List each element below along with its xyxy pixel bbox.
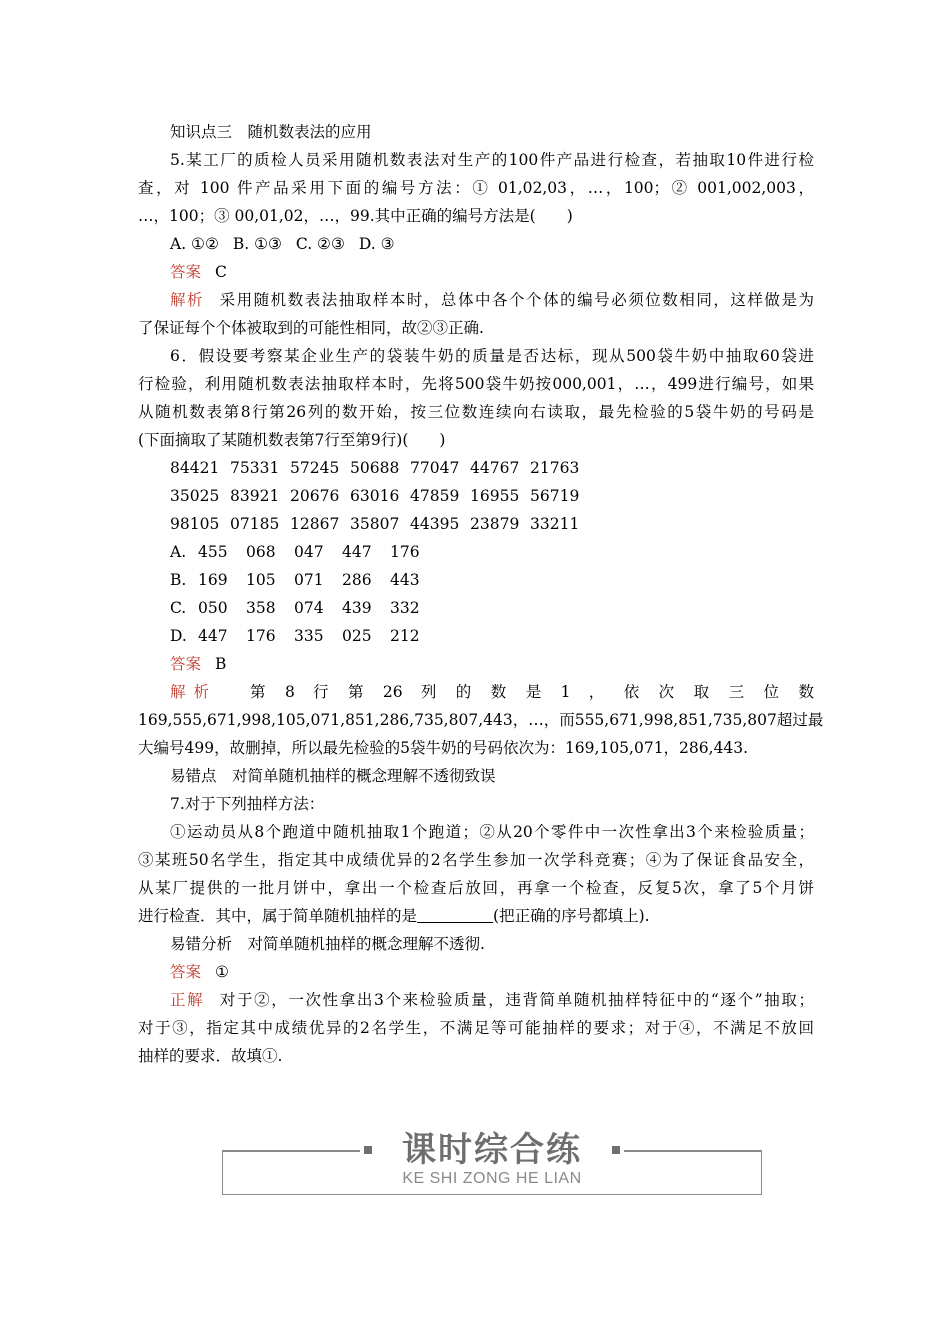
table-cell: 35025 [170,487,220,505]
q5-options [170,230,814,258]
answer-label: 答案 [170,963,202,981]
q7-solution-line-2: 对于③，指定其中成绩优异的2名学生，不满足等可能抽样的要求；对于④，不满足不放回 [138,1019,814,1037]
option-letter: C. [170,599,187,617]
banner-rule-right [624,1150,762,1152]
option-num: 074 [294,599,324,617]
q6-option-a [170,538,814,566]
table-cell: 44767 [470,459,520,477]
table-cell: 50688 [350,459,400,477]
option-num: 286 [342,571,372,589]
q6-line-3: 从随机数表第8行第26列的数开始，按三位数连续向右读取，最先检验的5袋牛奶的号码是 [138,403,814,421]
analysis-text: 采用随机数表法抽取样本时，总体中各个个体的编号必须位数相同，这样做是为 [218,291,814,309]
table-cell: 57245 [290,459,340,477]
table-cell: 21763 [530,459,580,477]
analysis-label: 解析 [170,291,205,309]
option-num: 447 [198,627,228,645]
answer-label: 答案 [170,263,202,281]
random-table-row-8 [170,482,814,510]
error-point-heading: 易错点 对简单随机抽样的概念理解不透彻致误 [170,767,496,785]
option-letter: B. [170,571,187,589]
table-cell: 16955 [470,487,520,505]
q5-line-2: 查，对 100 件产品采用下面的编号方法：① 01,02,03，…，100；② 001,002,003， [138,179,814,197]
table-cell: 20676 [290,487,340,505]
table-cell: 63016 [350,487,400,505]
q7-line-1: 7.对于下列抽样方法： [170,795,325,813]
option-num: 071 [294,571,324,589]
solution-label: 正解 [170,991,205,1009]
table-cell: 84421 [170,459,220,477]
table-cell: 07185 [230,515,280,533]
table-cell: 98105 [170,515,220,533]
random-table-row-9 [170,510,814,538]
q6-line-2: 行检验，利用随机数表法抽取样本时，先将500袋牛奶按000,001，…，499进行编号，如果 [138,375,814,393]
q5-option-b: B. ①③ [232,235,282,253]
option-num: 025 [342,627,372,645]
q6-analysis [170,678,814,706]
option-num: 335 [294,627,324,645]
table-cell: 44395 [410,515,460,533]
option-num: 176 [390,543,420,561]
q5-answer [170,258,814,286]
table-cell: 75331 [230,459,280,477]
option-num: 212 [390,627,420,645]
q6-option-d [170,622,814,650]
analysis-label: 解析 [170,683,218,701]
q6-option-c [170,594,814,622]
option-num: 105 [246,571,276,589]
option-num: 447 [342,543,372,561]
q6-option-b [170,566,814,594]
option-num: 443 [390,571,420,589]
q7-line-3: ③某班50名学生，指定其中成绩优异的2名学生参加一次学科竞赛；④为了保证食品安全， [138,851,814,869]
q7-text-after-blank: (把正确的序号都填上). [493,907,650,925]
q5-line-3: …，100；③ 00,01,02，…，99.其中正确的编号方法是( ) [138,207,573,225]
table-cell: 47859 [410,487,460,505]
option-num: 358 [246,599,276,617]
q5-option-c: C. ②③ [295,235,345,253]
q6-analysis-line-3: 大编号499，故删掉，所以最先检验的5袋牛奶的号码依次为：169,105,071，286,443. [138,739,749,757]
option-num: 050 [198,599,228,617]
q6-line-4: (下面摘取了某随机数表第7行至第9行)( ) [138,431,446,449]
q5-option-d: D. ③ [358,235,395,253]
random-table-row-7 [170,454,814,482]
q7-line-5 [138,902,814,930]
analysis-text: 第 8 行 第 26 列 的 数 是 1 ， 依 次 取 三 位 数 [250,683,814,701]
option-num: 068 [246,543,276,561]
table-cell: 56719 [530,487,580,505]
q7-solution [170,986,814,1014]
q7-line-2: ①运动员从8个跑道中随机抽取1个跑道；②从20个零件中一次性拿出3个来检验质量； [170,823,814,841]
q6-analysis-line-2: 169,555,671,998,105,071,851,286,735,807,443，…，而555,671,998,851,735,807超过最 [138,711,824,729]
answer-label: 答案 [170,655,202,673]
option-num: 169 [198,571,228,589]
q5-analysis [170,286,814,314]
option-letter: D. [170,627,187,645]
section-heading: 知识点三 随机数表法的应用 [170,123,372,141]
option-num: 439 [342,599,372,617]
answer-value: ① [215,963,229,981]
q7-line-4: 从某厂提供的一批月饼中，拿出一个检查后放回，再拿一个检查，反复5次，拿了5个月饼 [138,879,814,897]
banner-square-left [364,1146,372,1154]
option-num: 047 [294,543,324,561]
q6-line-1: 6．假设要考察某企业生产的袋装牛奶的质量是否达标，现从500袋牛奶中抽取60袋进 [170,347,814,365]
q7-answer [170,958,814,986]
banner-square-right [612,1146,620,1154]
section-banner [222,1128,762,1198]
option-num: 455 [198,543,228,561]
q6-answer [170,650,814,678]
option-num: 176 [246,627,276,645]
table-cell: 83921 [230,487,280,505]
table-cell: 35807 [350,515,400,533]
table-cell: 33211 [530,515,580,533]
q5-option-a: A. ①② [170,235,219,253]
answer-value: B [215,655,227,673]
answer-value: C [215,263,227,281]
banner-subtitle: KE SHI ZONG HE LIAN [402,1170,582,1187]
option-num: 332 [390,599,420,617]
option-letter: A. [170,543,187,561]
table-cell: 23879 [470,515,520,533]
banner-title: 课时综合练 [402,1130,582,1170]
q7-text-before-blank: 进行检查．其中，属于简单随机抽样的是 [138,907,418,925]
banner-rule-left [222,1150,360,1152]
q5-analysis-line-2: 了保证每个个体被取到的可能性相同，故②③正确. [138,319,484,337]
table-cell: 77047 [410,459,460,477]
table-cell: 12867 [290,515,340,533]
fill-in-blank [417,906,493,923]
q5-line-1: 5.某工厂的质检人员采用随机数表法对生产的100件产品进行检查，若抽取10件进行检 [170,151,814,169]
solution-text: 对于②，一次性拿出3个来检验质量，违背简单随机抽样特征中的“逐个”抽取； [218,991,814,1009]
q7-error-analysis: 易错分析 对简单随机抽样的概念理解不透彻. [170,935,485,953]
q7-solution-line-3: 抽样的要求．故填①. [138,1047,283,1065]
